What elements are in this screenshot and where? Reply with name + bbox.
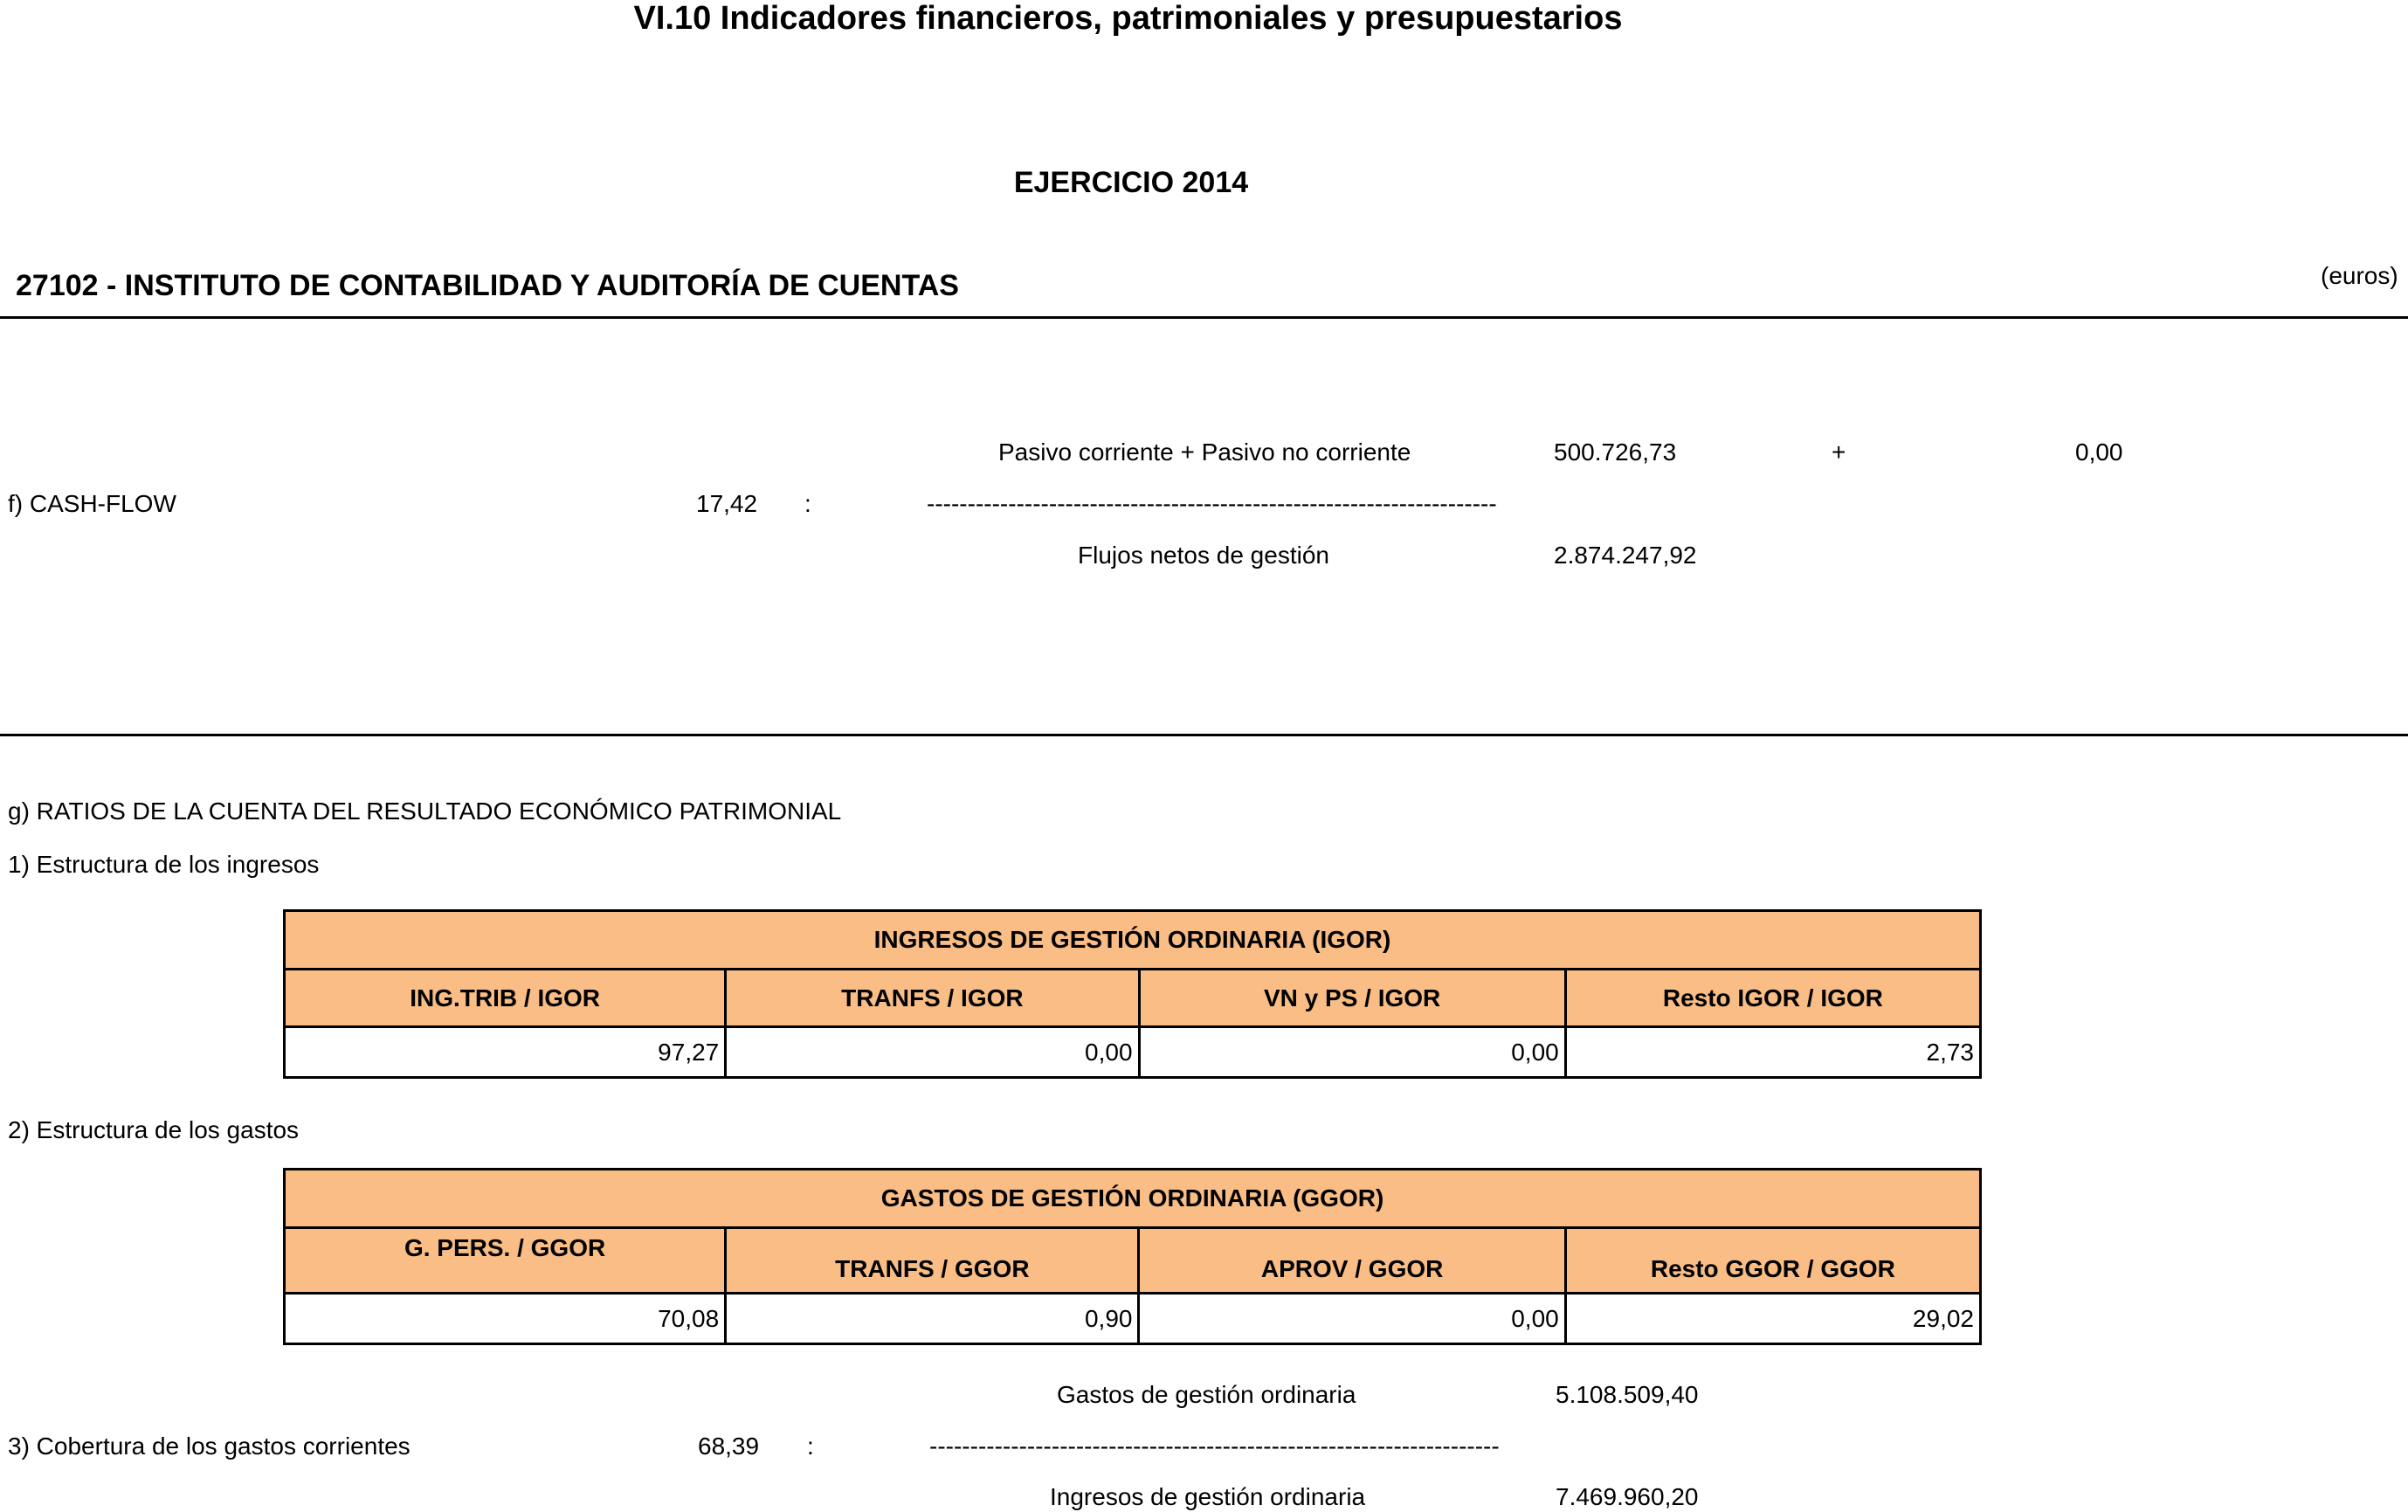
ingresos-col-header: TRANFS / IGOR <box>726 970 1139 1027</box>
entity-title: 27102 - INSTITUTO DE CONTABILIDAD Y AUDITORÍA DE CUENTAS <box>16 269 959 302</box>
page-title: VI.10 Indicadores financieros, patrimoniales y presupuestarios <box>633 0 1623 37</box>
gastos-value-cell: 0,90 <box>726 1294 1139 1344</box>
ingresos-col-header: VN y PS / IGOR <box>1139 970 1565 1027</box>
cobertura-label: 3) Cobertura de los gastos corrientes <box>8 1433 411 1460</box>
exercise-title: EJERCICIO 2014 <box>1013 166 1249 199</box>
cashflow-colon: : <box>804 490 811 517</box>
gastos-table <box>283 1168 1982 1345</box>
cobertura-numerator-value: 5.108.509,40 <box>1556 1381 1699 1408</box>
ingresos-table-title: INGRESOS DE GESTIÓN ORDINARIA (IGOR) <box>285 911 1981 970</box>
ingresos-value-cell: 2,73 <box>1565 1027 1980 1078</box>
cobertura-colon: : <box>807 1433 814 1460</box>
ingresos-value-cell: 0,00 <box>1139 1027 1565 1078</box>
cashflow-denominator-label: Flujos netos de gestión <box>1078 542 1329 569</box>
ingresos-subtitle: 1) Estructura de los ingresos <box>8 851 320 878</box>
gastos-table-title: GASTOS DE GESTIÓN ORDINARIA (GGOR) <box>285 1170 1981 1228</box>
cashflow-numerator-label: Pasivo corriente + Pasivo no corriente <box>998 438 1411 466</box>
cashflow-numerator-value2: 0,00 <box>2075 438 2123 466</box>
ingresos-col-header: Resto IGOR / IGOR <box>1565 970 1980 1027</box>
cashflow-denominator-value: 2.874.247,92 <box>1554 542 1697 569</box>
cobertura-denominator-label: Ingresos de gestión ordinaria <box>1050 1483 1366 1510</box>
cashflow-numerator-value1: 500.726,73 <box>1554 438 1677 466</box>
cobertura-denominator-value: 7.469.960,20 <box>1556 1483 1699 1510</box>
cashflow-value: 17,42 <box>696 490 758 517</box>
cobertura-fraction-dashes: ---------------------------------------------------------------------- <box>929 1433 1500 1460</box>
cobertura-numerator-label: Gastos de gestión ordinaria <box>1057 1381 1356 1408</box>
ingresos-col-header: ING.TRIB / IGOR <box>285 970 726 1027</box>
gastos-col-header: Resto GGOR / GGOR <box>1565 1228 1980 1294</box>
gastos-subtitle: 2) Estructura de los gastos <box>8 1116 300 1143</box>
gastos-col-header: G. PERS. / GGOR <box>285 1228 726 1294</box>
header-divider <box>0 316 2408 319</box>
gastos-col-header: TRANFS / GGOR <box>726 1228 1139 1294</box>
ratios-section-title: g) RATIOS DE LA CUENTA DEL RESULTADO ECONÓMICO PATRIMONIAL <box>8 797 842 825</box>
gastos-value-cell: 70,08 <box>285 1294 726 1344</box>
cashflow-plus-sign: + <box>1832 438 1846 466</box>
gastos-col-header: APROV / GGOR <box>1139 1228 1565 1294</box>
cashflow-label: f) CASH-FLOW <box>8 490 176 517</box>
ingresos-value-cell: 0,00 <box>726 1027 1139 1078</box>
cobertura-value: 68,39 <box>698 1433 760 1460</box>
section-divider <box>0 734 2408 736</box>
ingresos-table <box>283 909 1982 1079</box>
cashflow-fraction-dashes: ---------------------------------------------------------------------- <box>927 490 1497 517</box>
ingresos-value-cell: 97,27 <box>285 1027 726 1078</box>
gastos-value-cell: 0,00 <box>1139 1294 1565 1344</box>
units-label: (euros) <box>2321 262 2398 289</box>
gastos-value-cell: 29,02 <box>1565 1294 1980 1344</box>
